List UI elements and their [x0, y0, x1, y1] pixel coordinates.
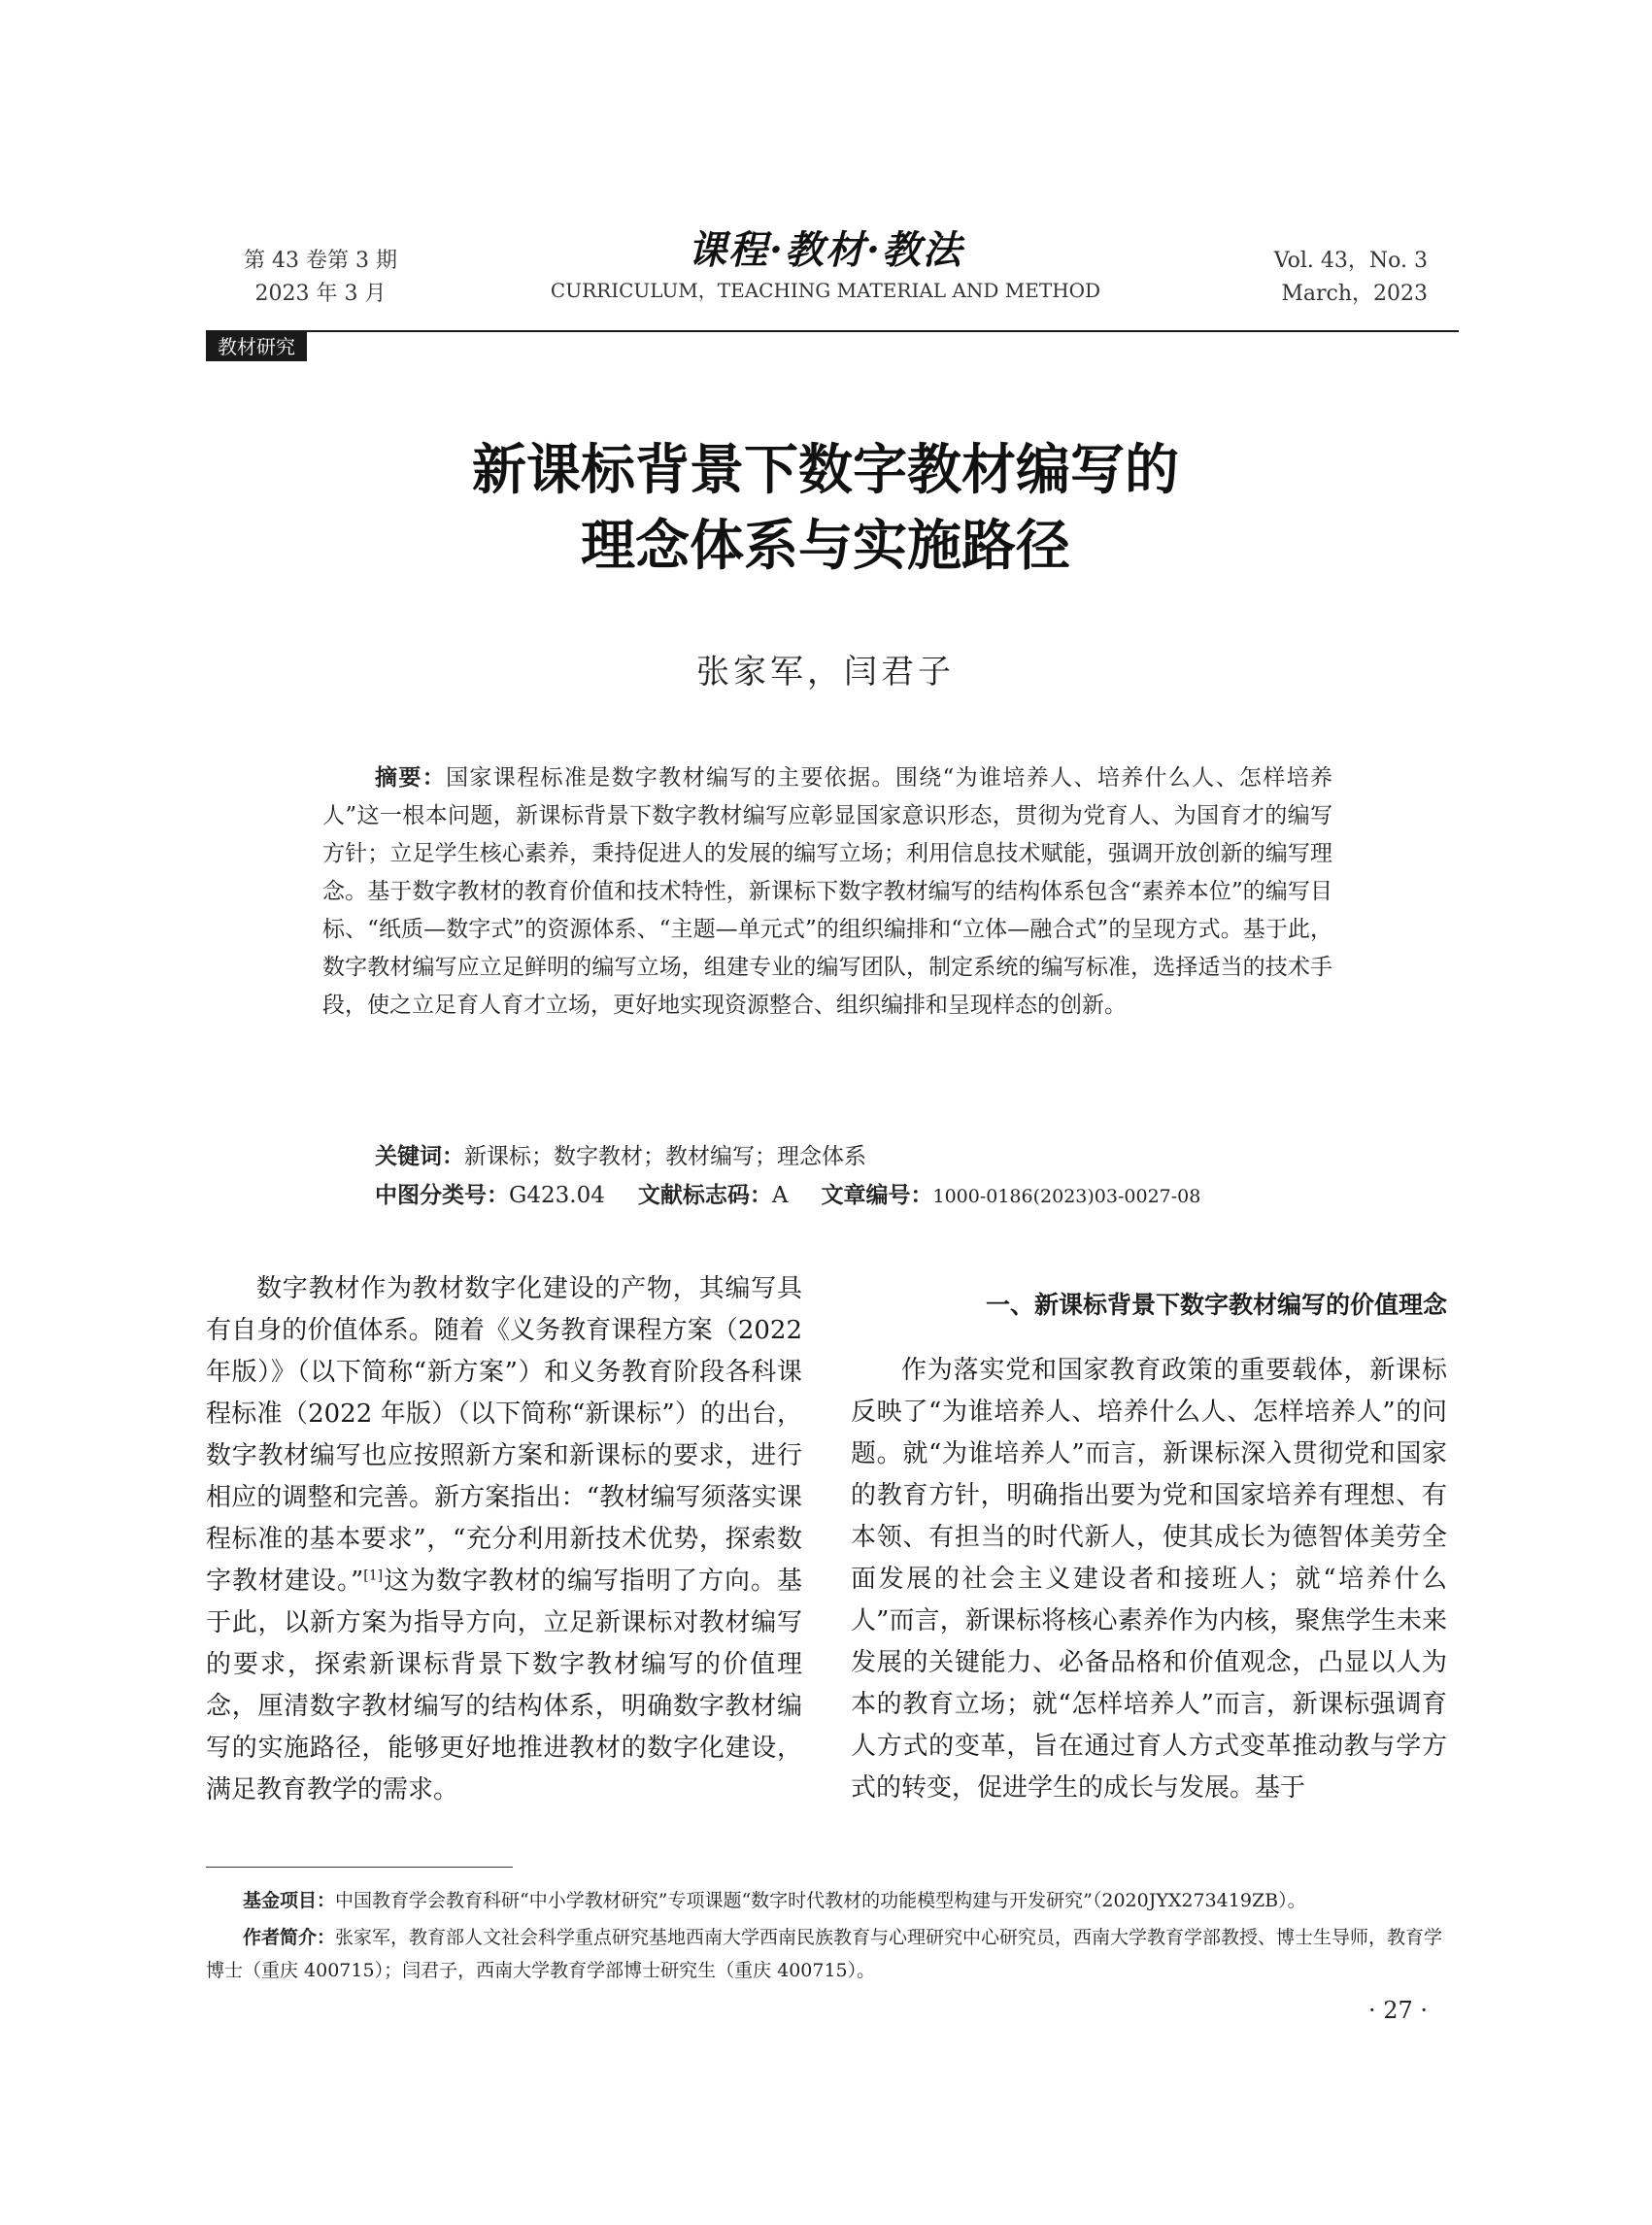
keywords: [375, 1138, 1336, 1175]
classification-line: [375, 1177, 1346, 1215]
journal-name-en: CURRICULUM，TEACHING MATERIAL AND METHOD: [550, 279, 1101, 302]
issue-info: [233, 245, 408, 311]
authors: 张家军，闫君子: [696, 653, 955, 691]
abstract-label: 摘要：: [375, 765, 447, 791]
article-title: [291, 433, 1360, 585]
footnote-fund: [206, 1884, 1459, 1917]
fund-text: 中国教育学会教育科研“中小学教材研究”专项课题“数字时代教材的功能模型构建与开发研究”（2020JYX273419ZB）。: [335, 1890, 1306, 1911]
fund-label: 基金项目：: [243, 1890, 336, 1911]
keywords-text: 新课标；数字教材；教材编写；理念体系: [464, 1144, 866, 1169]
doc-code-label: 文献标志码：: [637, 1183, 772, 1208]
author-info-label: 作者简介：: [243, 1927, 336, 1948]
journal-name-cn: 课程·教材·教法: [688, 227, 963, 273]
doc-code-value: A: [771, 1183, 789, 1208]
clc-value: G423.04: [509, 1183, 605, 1208]
title-line-2: 理念体系与实施路径: [581, 515, 1070, 578]
article-number-label: 文章编号：: [821, 1183, 933, 1208]
issue-date: 2023 年 3 月: [254, 282, 387, 306]
citation-ref: [1]: [363, 1568, 384, 1584]
journal-masthead: [505, 225, 1146, 305]
issue-volume: 第 43 卷第 3 期: [244, 249, 397, 273]
title-line-1: 新课标背景下数字教材编写的: [472, 439, 1179, 502]
body-column-left: [206, 1268, 802, 1811]
intro-text-b: 这为数字教材的编写指明了方向。基于此，以新方案为指导方向，立足新课标对教材编写的要求，探索新课标背景下数字教材编写的价值理念，厘清数字教材编写的结构体系，明确数字教材编写的实施路径，能够更好地推进教材的数字化建设，满足教育教学的需求。: [206, 1567, 802, 1804]
footnote-divider: [206, 1867, 513, 1868]
clc-label: 中图分类号：: [375, 1183, 509, 1208]
keywords-label: 关键词：: [375, 1144, 464, 1169]
issue-date-en: March，2023: [1281, 282, 1428, 306]
abstract: [322, 759, 1332, 1025]
abstract-text: 国家课程标准是数字教材编写的主要依据。围绕“为谁培养人、培养什么人、怎样培养人”这一根本问题，新课标背景下数字教材编写应彰显国家意识形态，贯彻为党育人、为国育才的编写方针；立足学生核心素养，秉持促进人的发展的编写立场；利用信息技术赋能，强调开放创新的编写理念。基于数字教材的教育价值和技术特性，新课标下数字教材编写的结构体系包含“素养本位”的编写目标、“纸质—数字式”的资源体系、“主题—单元式”的组织编排和“立体—融合式”的呈现方式。基于此，数字教材编写应立足鲜明的编写立场，组建专业的编写团队，制定系统的编写标准，选择适当的技术手段，使之立足育人育才立场，更好地实现资源整合、组织编排和呈现样态的创新。: [322, 765, 1333, 1018]
intro-text-a: 数字教材作为教材数字化建设的产物，其编写具有自身的价值体系。随着《义务教育课程方案（2022 年版）》（以下简称“新方案”）和义务教育阶段各科课程标准（2022 年版）（以下简称“新课标”）的出台，数字教材编写也应按照新方案和新课标的要求，进行相应的调整和完善。新方案指出：“教材编写须落实课程标准的基本要求”，“充分利用新技术优势，探索数字教材建设。”: [206, 1274, 802, 1596]
body-column-right: [851, 1268, 1447, 1809]
author-info-text: 张家军，教育部人文社会科学重点研究基地西南大学西南民族教育与心理研究中心研究员，西南大学教育学部教授、博士生导师，教育学博士（重庆 400715）；闫君子，西南大学教育学部博士研究生（重庆 400715）。: [206, 1927, 1443, 1981]
section-heading: 一、新课标背景下数字教材编写的价值理念: [985, 1291, 1447, 1319]
issue-info-en: [1233, 245, 1428, 311]
intro-paragraph: [206, 1268, 802, 1811]
page-number: · 27 ·: [1367, 1997, 1428, 2024]
header-divider: [206, 330, 1459, 332]
issue-volume-en: Vol. 43，No. 3: [1273, 249, 1428, 273]
footnote-author: [206, 1921, 1459, 1987]
section-paragraph: 作为落实党和国家教育政策的重要载体，新课标反映了“为谁培养人、培养什么人、怎样培养人”的问题。就“为谁培养人”而言，新课标深入贯彻党和国家的教育方针，明确指出要为党和国家培养有理想、有本领、有担当的时代新人，使其成长为德智体美劳全面发展的社会主义建设者和接班人；就“培养什么人”而言，新课标将核心素养作为内核，聚焦学生未来发展的关键能力、必备品格和价值观念，凸显以人为本的教育立场；就“怎样培养人”而言，新课标强调育人方式的变革，旨在通过育人方式变革推动教与学方式的转变，促进学生的成长与发展。基于: [851, 1356, 1447, 1803]
section-tag: 教材研究: [206, 332, 307, 361]
article-number-value: 1000-0186(2023)03-0027-08: [932, 1186, 1201, 1207]
